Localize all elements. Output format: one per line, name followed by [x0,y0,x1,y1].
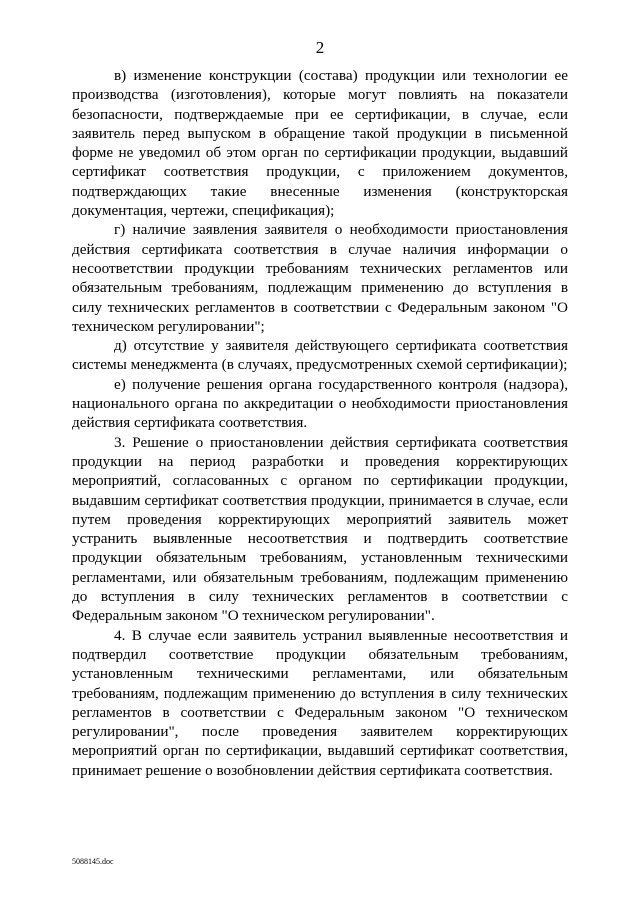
page-number: 2 [315,38,325,57]
paragraph-item-v: в) изменение конструкции (состава) продукции или технологии ее производства (изготовления), которые могут повлиять на показатели безопасности, подтверждаемые при ее сертификации, в случае, если заявитель перед выпуском в обращение такой продукции в письменной форме не уведомил об этом орган по сертификации продукции, выдавший сертификат соответствия продукции, с приложением документов, подтверждающих такие внесенные изменения (конструкторская документация, чертежи, спецификация); [72,67,568,220]
document-body [72,66,568,780]
paragraph-item-e: е) получение решения органа государственного контроля (надзора), национального органа по аккредитации о необходимости приостановления действия сертификата соответствия. [72,375,568,432]
paragraph-clause-4: 4. В случае если заявитель устранил выявленные несоответствия и подтвердил соответствие продукции обязательным требованиям, установленным техническими регламентами, или обязательным требованиям, подлежащим применению до вступления в силу технических регламентов в соответствии с Федеральным законом "О техническом регулировании", после проведения заявителем корректирующих мероприятий орган по сертификации, выдавший сертификат соответствия, принимает решение о возобновлении действия сертификата соответствия. [72,626,568,779]
paragraph-item-g: г) наличие заявления заявителя о необходимости приостановления действия сертификата соответствия в случае наличия информации о несоответствии продукции требованиям технических регламентов или обязательным требованиям, подлежащим применению до вступления в силу технических регламентов в соответствии с Федеральным законом "О техническом регулировании"; [72,221,568,335]
paragraph-clause-3: 3. Решение о приостановлении действия сертификата соответствия продукции на период разработки и проведения корректирующих мероприятий, согласованных с органом по сертификации продукции, выдавшим сертификат соответствия продукции, принимается в случае, если путем проведения корректирующих мероприятий заявитель может устранить выявленные несоответствия и подтвердить соответствие продукции обязательным требованиям, установленным техническими регламентами, или обязательным требованиям, подлежащим применению до вступления в силу технических регламентов в соответствии с Федеральным законом "О техническом регулировании". [72,433,568,625]
paragraph-item-d: д) отсутствие у заявителя действующего сертификата соответствия системы менеджмента (в случаях, предусмотренных схемой сертификации); [72,337,568,374]
document-filename: 5088145.doc [72,857,114,866]
